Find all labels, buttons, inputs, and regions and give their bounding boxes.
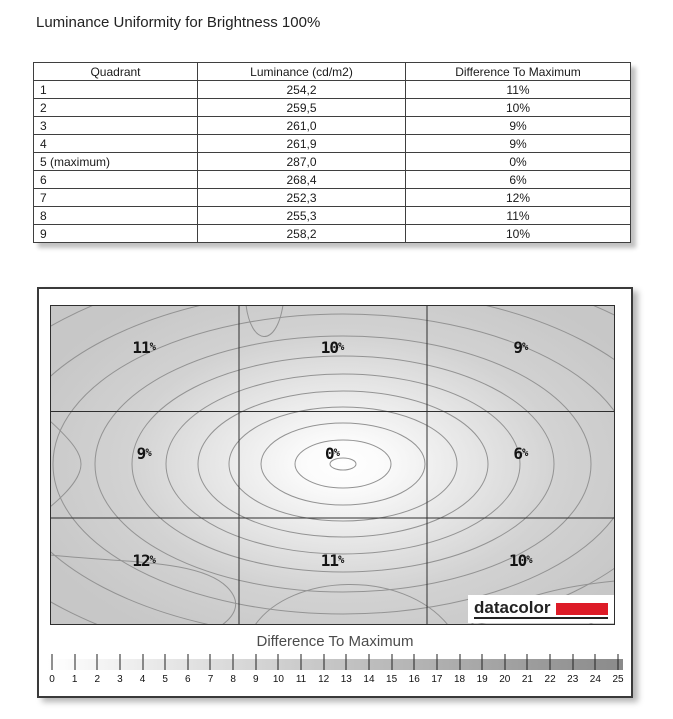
colorbar-tick (255, 654, 256, 670)
table-cell: 287,0 (198, 153, 406, 171)
colorbar-tick-label: 2 (94, 674, 101, 685)
table-header-row (34, 63, 631, 81)
colorbar-tick (142, 654, 143, 670)
table-cell: 6% (406, 171, 631, 189)
datacolor-logo-underline (474, 600, 608, 619)
quadrant-label-7: 12% (132, 551, 156, 571)
colorbar-tick-label: 13 (340, 674, 352, 685)
table-row (34, 135, 631, 153)
quadrant-label-8: 11% (320, 551, 345, 571)
colorbar-tick-label: 14 (363, 674, 375, 685)
table-cell: 261,9 (198, 135, 406, 153)
colorbar-tick (595, 654, 596, 670)
colorbar-tick (233, 654, 234, 670)
colorbar (47, 653, 623, 695)
colorbar-tick (165, 654, 166, 670)
datacolor-logo-text: datacolor (474, 598, 551, 617)
table-row (34, 117, 631, 135)
table-cell: 3 (34, 117, 198, 135)
table-cell: 10% (406, 99, 631, 117)
table-cell: 11% (406, 81, 631, 99)
colorbar-tick-label: 8 (230, 674, 236, 685)
colorbar-tick (504, 654, 505, 670)
quadrant-label-3: 9% (513, 337, 529, 357)
colorbar-tick-label: 5 (162, 674, 168, 685)
table-body (34, 81, 631, 243)
table-cell: 255,3 (198, 207, 406, 225)
colorbar-tick (391, 654, 392, 670)
colorbar-tick-label: 18 (453, 674, 466, 685)
table-cell: 9% (406, 117, 631, 135)
table-cell: 6 (34, 171, 198, 189)
colorbar-tick-label: 19 (476, 674, 488, 685)
colorbar-tick-label: 6 (185, 674, 191, 685)
colorbar-tick-label: 0 (49, 674, 55, 685)
table-cell: 12% (406, 189, 631, 207)
table-cell: 10% (406, 225, 631, 243)
table-row (34, 81, 631, 99)
quadrant-label-2: 10% (320, 337, 345, 357)
colorbar-tick (482, 654, 483, 670)
colorbar-tick (323, 654, 324, 670)
colorbar-tick-label: 7 (207, 674, 214, 685)
colorbar-tick-label: 25 (612, 674, 624, 685)
table-cell: 9 (34, 225, 198, 243)
table-cell: 5 (maximum) (34, 153, 198, 171)
col-header-difference: Difference To Maximum (406, 63, 631, 81)
colorbar-tick-label: 11 (295, 674, 307, 685)
colorbar-tick-label: 17 (431, 674, 443, 685)
table-cell: 7 (34, 189, 198, 207)
colorbar-tick (301, 654, 302, 670)
table-cell: 254,2 (198, 81, 406, 99)
contour-plot (50, 305, 615, 625)
datacolor-logo (468, 595, 614, 623)
colorbar-tick (278, 654, 279, 670)
colorbar-tick-label: 1 (71, 674, 78, 685)
table-cell: 261,0 (198, 117, 406, 135)
quadrant-label-9: 10% (509, 551, 533, 571)
colorbar-tick (346, 654, 347, 670)
datacolor-logo-red-bar (556, 603, 608, 615)
colorbar-tick-label: 20 (499, 674, 511, 685)
colorbar-tick (459, 654, 460, 670)
colorbar-tick-label: 16 (408, 674, 420, 685)
colorbar-tick-label: 4 (139, 674, 146, 685)
colorbar-tick (97, 654, 98, 670)
table-cell: 8 (34, 207, 198, 225)
colorbar-tick (74, 654, 75, 670)
table-cell: 252,3 (198, 189, 406, 207)
quadrant-label-1: 11% (132, 337, 156, 357)
colorbar-tick (119, 654, 120, 670)
table-row (34, 99, 631, 117)
table-cell: 1 (34, 81, 198, 99)
table-row (34, 225, 631, 243)
colorbar-tick-label: 15 (386, 674, 398, 685)
colorbar-tick-label: 24 (589, 674, 601, 685)
table-cell: 11% (406, 207, 631, 225)
table-cell: 4 (34, 135, 198, 153)
colorbar-tick-label: 9 (252, 674, 259, 685)
quadrant-label-4: 9% (136, 444, 152, 464)
colorbar-tick (527, 654, 528, 670)
table-row (34, 189, 631, 207)
page-title: Luminance Uniformity for Brightness 100% (36, 14, 321, 31)
quadrant-label-5: 0% (325, 444, 340, 464)
colorbar-tick (550, 654, 551, 670)
col-header-quadrant: Quadrant (34, 63, 198, 81)
colorbar-tick (618, 654, 619, 670)
table-row (34, 153, 631, 171)
table-cell: 258,2 (198, 225, 406, 243)
colorbar-tick (414, 654, 415, 670)
table-row (34, 207, 631, 225)
colorbar-tick-label: 10 (272, 674, 284, 685)
colorbar-tick (52, 654, 53, 670)
quadrant-label-6: 6% (513, 444, 529, 464)
colorbar-tick-label: 22 (544, 674, 556, 685)
colorbar-tick (572, 654, 573, 670)
contour-chart-panel (37, 287, 633, 698)
colorbar-tick (187, 654, 188, 670)
table-cell: 268,4 (198, 171, 406, 189)
table-row (34, 171, 631, 189)
table-cell: 0% (406, 153, 631, 171)
colorbar-tick (368, 654, 369, 670)
colorbar-title: Difference To Maximum (256, 633, 414, 650)
table-cell: 9% (406, 135, 631, 153)
table-cell: 259,5 (198, 99, 406, 117)
colorbar-tick-label: 12 (318, 674, 330, 685)
table-cell: 2 (34, 99, 198, 117)
uniformity-table (33, 62, 631, 243)
col-header-luminance: Luminance (cd/m2) (198, 63, 406, 81)
colorbar-tick-label: 21 (521, 674, 533, 685)
quadrant-label-grid (50, 305, 615, 625)
colorbar-tick (210, 654, 211, 670)
colorbar-tick-label: 23 (567, 674, 579, 685)
colorbar-tick (436, 654, 437, 670)
colorbar-ticks (49, 653, 624, 695)
colorbar-tick-label: 3 (117, 674, 123, 685)
